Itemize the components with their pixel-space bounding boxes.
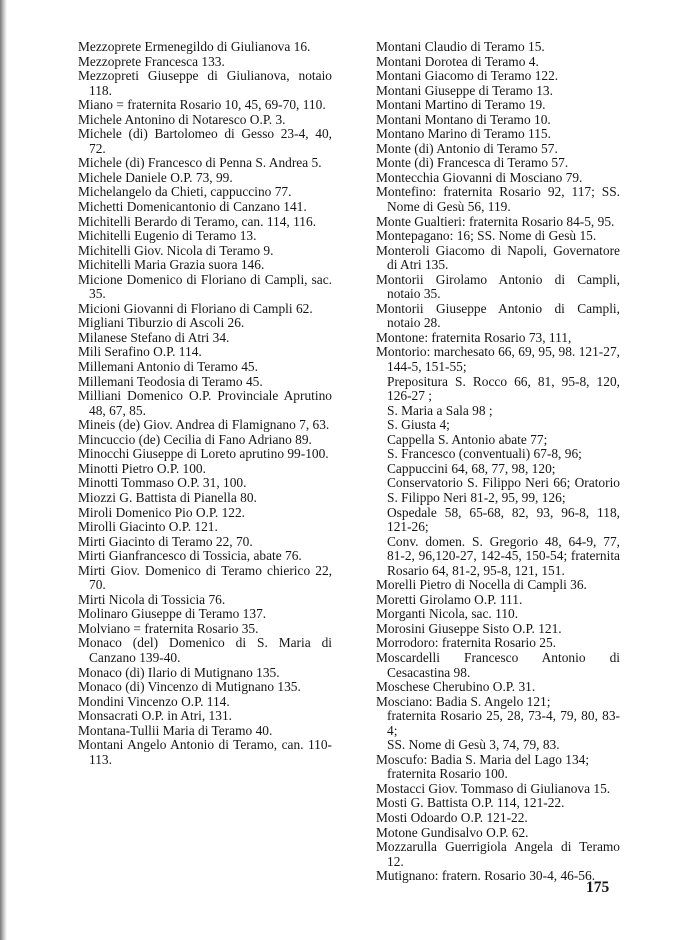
- index-entry: Mostacci Giov. Tommaso di Giulianova 15.: [376, 780, 611, 796]
- index-subentry: S. Giusta 4;: [387, 417, 450, 433]
- index-entry: Montani Giacomo di Teramo 122.: [376, 68, 559, 84]
- index-subentry: Conservatorio S. Filippo Neri 66; Oratorio S. Filippo Neri 81-2, 95, 99, 126;: [387, 475, 620, 505]
- index-entry: Mosti G. Battista O.P. 114, 121-22.: [376, 795, 565, 811]
- index-entry: Millemani Antonio di Teramo 45.: [78, 359, 258, 375]
- index-entry: Mirti Giacinto di Teramo 22, 70.: [78, 533, 253, 549]
- index-entry: Minotti Pietro O.P. 100.: [78, 460, 206, 476]
- index-entry: Morganti Nicola, sac. 110.: [376, 606, 519, 622]
- index-entry: Montani Claudio di Teramo 15.: [376, 39, 545, 54]
- index-entry: Montorio: marchesato 66, 69, 95, 98. 121-27, 144-5, 151-55;: [376, 344, 620, 375]
- index-entry: Molviano = fraternita Rosario 35.: [78, 620, 259, 636]
- index-entry: Montani Angelo Antonio di Teramo, can. 110-113.: [78, 737, 332, 767]
- index-entry: Milanese Stefano di Atri 34.: [78, 329, 230, 345]
- index-entry: Mosti Odoardo O.P. 121-22.: [376, 809, 528, 825]
- index-entry: Monteroli Giacomo di Napoli, Governatore di Atri 135.: [376, 242, 620, 273]
- index-entry: Mezzoprete Ermenegildo di Giulianova 16.: [78, 39, 311, 54]
- index-subentry: S. Francesco (conventuali) 67-8, 96;: [387, 446, 582, 462]
- index-entry: Mezzoprete Francesca 133.: [78, 53, 225, 69]
- index-entry: Moscardelli Francesco Antonio di Cesacastina 98.: [376, 649, 620, 680]
- index-entry: Monaco (di) Ilario di Mutignano 135.: [78, 664, 280, 680]
- index-entry: Monte (di) Francesca di Teramo 57.: [376, 155, 569, 171]
- index-entry: Michitelli Maria Grazia suora 146.: [78, 257, 265, 273]
- index-entry: Migliani Tiburzio di Ascoli 26.: [78, 315, 245, 331]
- index-entry: Morelli Pietro di Nocella di Campli 36.: [376, 577, 587, 593]
- index-entry: Morrodoro: fraternita Rosario 25.: [376, 635, 556, 651]
- index-entry: Montefino: fraternita Rosario 92, 117; SS. Nome di Gesù 56, 119.: [376, 184, 620, 215]
- index-entry: Montone: fraternita Rosario 73, 111,: [376, 329, 572, 345]
- index-entry: Mirolli Giacinto O.P. 121.: [78, 519, 218, 535]
- binding-shadow: [0, 0, 7, 940]
- index-subentry: Prepositura S. Rocco 66, 81, 95-8, 120, 126-27 ;: [387, 373, 620, 404]
- index-entry: Moscufo: Badia S. Maria del Lago 134;: [376, 751, 590, 767]
- index-entry: Michetti Domenicantonio di Canzano 141.: [78, 199, 307, 215]
- index-subentry: fraternita Rosario 100.: [387, 766, 508, 782]
- index-entry: Michele Daniele O.P. 73, 99.: [78, 169, 233, 185]
- index-entry: Mineis (de) Giov. Andrea di Flamignano 7, 63.: [78, 417, 330, 433]
- index-entry: Mirti Nicola di Tossicia 76.: [78, 591, 226, 607]
- index-entry: Mincuccio (de) Cecilia di Fano Adriano 89.: [78, 431, 312, 447]
- index-entry: Mili Serafino O.P. 114.: [78, 344, 202, 360]
- index-subentry: Ospedale 58, 65-68, 82, 93, 96-8, 118, 121-26;: [387, 504, 620, 535]
- index-entry: Minocchi Giuseppe di Loreto aprutino 99-100.: [78, 446, 329, 462]
- index-entry: Montani Dorotea di Teramo 4.: [376, 53, 539, 69]
- index-entry: Morosini Giuseppe Sisto O.P. 121.: [376, 620, 562, 636]
- index-entry: Monaco (del) Domenico di S. Maria di Canzano 139-40.: [78, 635, 332, 665]
- index-entry: Molinaro Giuseppe di Teramo 137.: [78, 606, 267, 622]
- index-entry: Miozzi G. Battista di Pianella 80.: [78, 489, 257, 505]
- index-entry: Michitelli Giov. Nicola di Teramo 9.: [78, 242, 274, 258]
- index-entry: Montani Martino di Teramo 19.: [376, 97, 546, 113]
- index-entry: Minotti Tommaso O.P. 31, 100.: [78, 475, 247, 491]
- index-entry: Monsacrati O.P. in Atri, 131.: [78, 708, 232, 724]
- index-entry: Mirti Giov. Domenico di Teramo chierico 22, 70.: [78, 562, 332, 593]
- index-subentry: Cappella S. Antonio abate 77;: [387, 431, 548, 447]
- index-entry: Miano = fraternita Rosario 10, 45, 69-70, 110.: [78, 97, 326, 113]
- index-entry: Montepagano: 16; SS. Nome di Gesù 15.: [376, 228, 597, 244]
- index-entry: Mosciano: Badia S. Angelo 121;: [376, 693, 551, 709]
- index-subentry: Conv. domen. S. Gregorio 48, 64-9, 77, 81-2, 96,120-27, 142-45, 150-54; fraternita Rosario 64, 81-2, 95-8, 121, 151.: [387, 533, 620, 578]
- index-entry: Michele (di) Bartolomeo di Gesso 23-4, 40, 72.: [78, 126, 332, 156]
- index-entry: Miroli Domenico Pio O.P. 122.: [78, 504, 246, 520]
- index-column-right: [376, 40, 620, 884]
- index-entry: Mirti Gianfrancesco di Tossicia, abate 76.: [78, 548, 302, 564]
- index-entry: Montorii Giuseppe Antonio di Campli, notaio 28.: [376, 300, 620, 331]
- index-subentry: S. Maria a Sala 98 ;: [387, 402, 493, 418]
- index-entry: Monte (di) Antonio di Teramo 57.: [376, 140, 558, 156]
- index-subentry: SS. Nome di Gesù 3, 74, 79, 83.: [387, 737, 560, 753]
- index-entry: Monte Gualtieri: fraternita Rosario 84-5, 95.: [376, 213, 615, 229]
- index-entry: Montecchia Giovanni di Mosciano 79.: [376, 169, 583, 185]
- index-column-left: [78, 40, 332, 767]
- index-entry: Mezzopreti Giuseppe di Giulianova, notaio 118.: [78, 68, 332, 98]
- index-entry: Michele (di) Francesco di Penna S. Andrea 5.: [78, 155, 322, 171]
- index-entry: Milliani Domenico O.P. Provinciale Aprutino 48, 67, 85.: [78, 388, 332, 418]
- index-entry: Montana-Tullii Maria di Teramo 40.: [78, 722, 273, 738]
- index-subentry: fraternita Rosario 25, 28, 73-4, 79, 80, 83-4;: [387, 708, 620, 738]
- index-entry: Montani Giuseppe di Teramo 13.: [376, 82, 553, 98]
- index-entry: Motone Gundisalvo O.P. 62.: [376, 824, 529, 840]
- index-entry: Montano Marino di Teramo 115.: [376, 126, 551, 142]
- index-entry: Millemani Teodosia di Teramo 45.: [78, 373, 263, 389]
- page-number: 175: [586, 879, 610, 896]
- index-entry: Mondini Vincenzo O.P. 114.: [78, 693, 230, 709]
- index-entry: Michitelli Berardo di Teramo, can. 114, 116.: [78, 213, 317, 229]
- index-entry: Montani Montano di Teramo 10.: [376, 111, 551, 127]
- index-entry: Montorii Girolamo Antonio di Campli, notaio 35.: [376, 271, 620, 302]
- index-entry: Moretti Girolamo O.P. 111.: [376, 591, 523, 607]
- index-entry: Michitelli Eugenio di Teramo 13.: [78, 228, 257, 244]
- index-entry: Michelangelo da Chieti, cappuccino 77.: [78, 184, 292, 200]
- index-entry: Monaco (di) Vincenzo di Mutignano 135.: [78, 679, 301, 695]
- index-entry: Moschese Cherubino O.P. 31.: [376, 679, 536, 695]
- index-entry: Michele Antonino di Notaresco O.P. 3.: [78, 111, 286, 127]
- index-entry: Mozzarulla Guerrigiola Angela di Teramo 12.: [376, 839, 620, 869]
- index-subentry: Cappuccini 64, 68, 77, 98, 120;: [387, 460, 556, 476]
- index-entry: Micioni Giovanni di Floriano di Campli 62.: [78, 300, 313, 316]
- index-entry: Mutignano: fratern. Rosario 30-4, 46-56.: [376, 868, 596, 884]
- index-entry: Micione Domenico di Floriano di Campli, sac. 35.: [78, 271, 332, 302]
